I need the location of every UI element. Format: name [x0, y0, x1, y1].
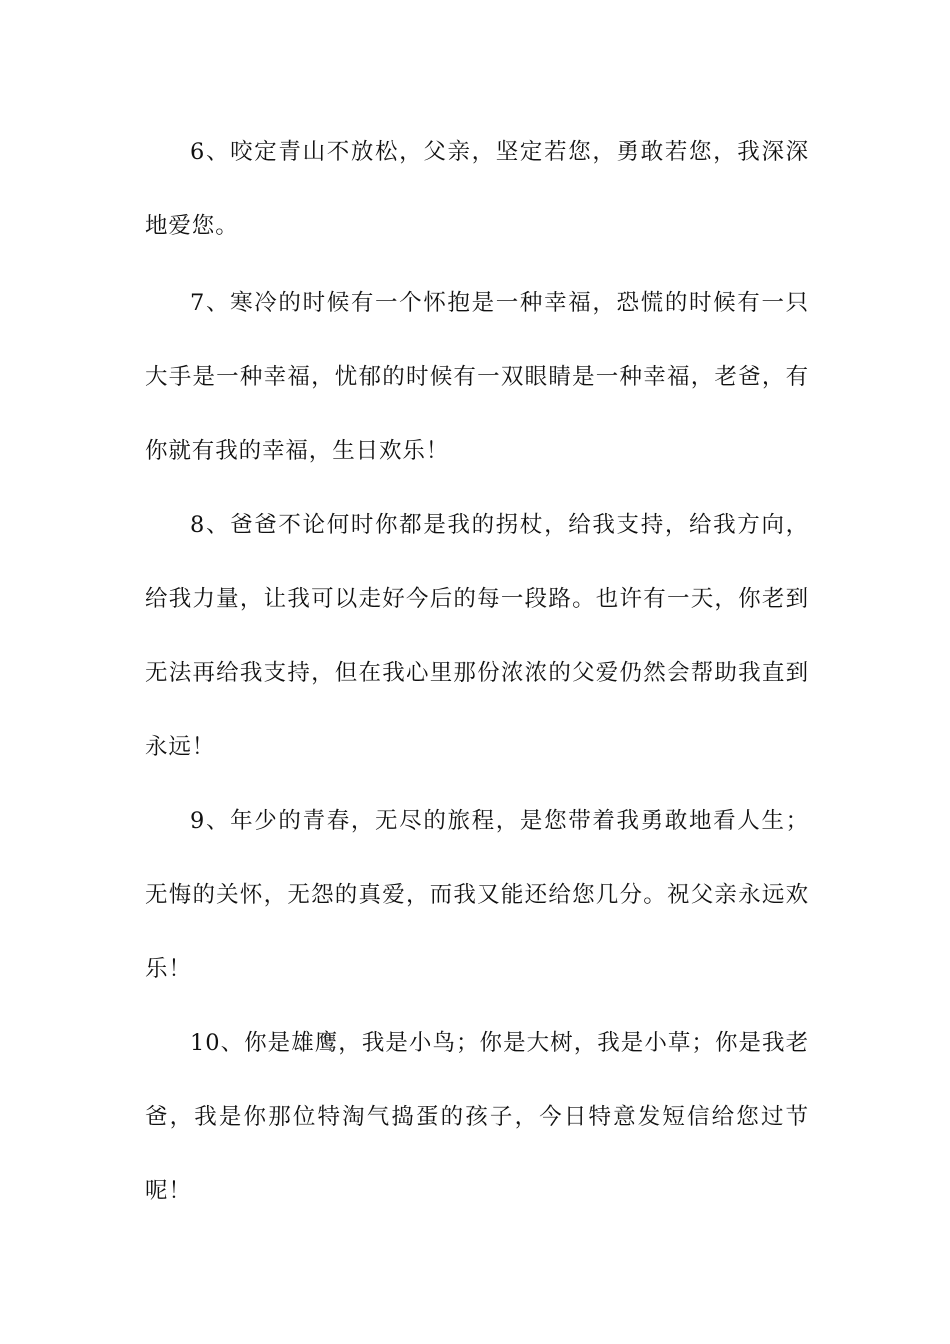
- paragraph-10: 10、你是雄鹰，我是小鸟；你是大树，我是小草；你是我老爸，我是你那位特淘气捣蛋的孩子，今日特意发短信给您过节呢！: [145, 1030, 809, 1204]
- paragraph-9: 9、年少的青春，无尽的旅程，是您带着我勇敢地看人生；无悔的关怀，无怨的真爱，而我又能还给您几分。祝父亲永远欢乐！: [145, 808, 809, 982]
- paragraph-6: 6、咬定青山不放松，父亲，坚定若您，勇敢若您，我深深地爱您。: [145, 139, 809, 239]
- paragraph-8: 8、爸爸不论何时你都是我的拐杖，给我支持，给我方向，给我力量，让我可以走好今后的每一段路。也许有一天，你老到无法再给我支持，但在我心里那份浓浓的父爱仍然会帮助我直到永远！: [145, 512, 809, 760]
- paragraph-7: 7、寒冷的时候有一个怀抱是一种幸福，恐慌的时候有一只大手是一种幸福，忧郁的时候有一双眼睛是一种幸福，老爸，有你就有我的幸福，生日欢乐！: [145, 290, 809, 464]
